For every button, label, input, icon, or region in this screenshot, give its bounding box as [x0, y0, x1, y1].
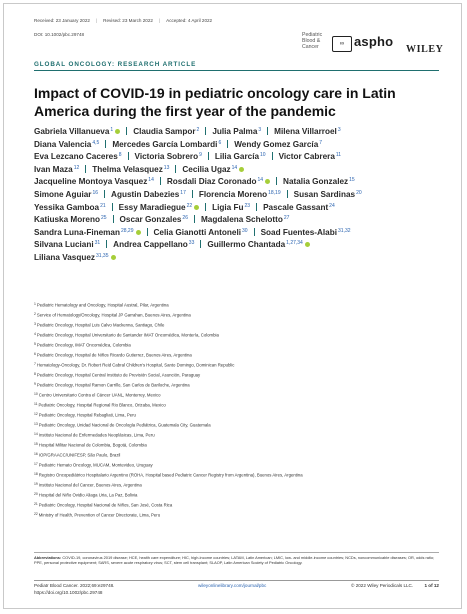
affiliation-item: $^{13}$Pediatric Oncology, Unidad Nacional de Oncología Pediátrica, Guatemala City, Guatemala: [34, 422, 211, 428]
affiliation-ref[interactable]: 4,5: [92, 139, 100, 146]
affiliation-item: $^8$Pediatric Oncology, Hospital Central Instituto de Previsión Social, Asunción, Paraguay: [34, 372, 201, 378]
affiliation-item: $^{20}$Hospital del Niño Ovidio Aliaga Uria, La Paz, Bolivia: [34, 492, 138, 498]
author-name: Susan Sardinas$^{20}$: [293, 189, 362, 199]
author-name: Simone Aguiar$^{16}$: [34, 189, 99, 199]
author-name: Diana Valencia$^{4,5}$: [34, 139, 100, 149]
orcid-icon[interactable]: [136, 230, 141, 235]
author-row: [34, 238, 444, 251]
author-name: Milena Villarroel$^3$: [274, 127, 341, 136]
abbreviations-label: Abbreviations:: [34, 555, 62, 560]
affiliation-ref[interactable]: 13: [163, 164, 170, 171]
affiliation-item: $^3$Pediatric Oncology, Hospital Luis Calvo Mackenna, Santiago, Chile: [34, 322, 165, 328]
author-separator: [276, 177, 277, 185]
affiliation-ref[interactable]: 14: [148, 177, 154, 184]
affiliation-item: $^{15}$Hospital Militar Nacional de Colombia, Bogotá, Colombia: [34, 442, 147, 448]
author-name: Cecilia Ugaz$^{14}$: [182, 165, 244, 174]
author-separator: [105, 140, 106, 148]
author-name: Rosdali Diaz Coronado$^{14}$: [167, 177, 270, 186]
author-row: [34, 163, 444, 176]
journal-url-link[interactable]: wileyonlinelibrary.com/journal/pbc: [198, 583, 267, 588]
footer-right: [351, 583, 439, 590]
author-name: Soad Fuentes-Alabi$^{31,32}$: [260, 227, 351, 237]
society-logo: aspho: [354, 34, 394, 49]
affiliation-ref[interactable]: 31: [94, 240, 101, 247]
author-row: [34, 138, 444, 151]
orcid-icon[interactable]: [305, 242, 310, 247]
affiliation-ref[interactable]: 31,32: [338, 227, 351, 234]
author-name: Wendy Gomez García$^7$: [234, 139, 323, 149]
author-name: Andrea Cappellano$^{33}$: [113, 240, 195, 250]
aspho-logo-icon: ∞: [332, 36, 352, 52]
author-separator: [287, 190, 288, 198]
affiliation-ref[interactable]: 9: [199, 152, 202, 159]
revised-date: Revised: 23 March 2022: [103, 18, 153, 23]
affiliation-item: $^5$Pediatric Oncology, IMAT Oncomédica, Colombia: [34, 342, 131, 348]
affiliation-item: $^7$Hematology-Oncology, Dr. Robert Reid Cabral Children's Hospital, Santo Domingo, Dominican Republic: [34, 362, 235, 368]
article-page: [3, 3, 462, 609]
affiliation-item: $^{16}$IOP/GRAACC/UNIFESP, São Paulo, Brazil: [34, 452, 121, 458]
affiliation-ref[interactable]: 7: [319, 139, 323, 146]
author-name: Mercedes García Lombardi$^6$: [112, 139, 222, 149]
affiliation-ref[interactable]: 1: [110, 127, 114, 133]
author-name: Natalia Gonzalez$^{15}$: [283, 177, 355, 187]
author-separator: [128, 152, 129, 160]
author-separator: [256, 203, 257, 211]
author-name: Magdalena Schelotto$^{27}$: [200, 215, 290, 225]
received-date: Received: 23 January 2022: [34, 18, 90, 23]
author-row: [34, 226, 444, 239]
author-separator: [104, 190, 105, 198]
author-name: Celia Gianotti Antoneli$^{30}$: [153, 227, 248, 237]
author-row: [34, 213, 444, 226]
author-row: [34, 251, 444, 264]
article-title: Impact of COVID-19 in pediatric oncology care in Latin America during the first year of the pandemic: [34, 85, 396, 119]
orcid-icon[interactable]: [111, 255, 116, 260]
affiliation-ref[interactable]: 31,35: [95, 252, 109, 259]
footer-doi-link[interactable]: https://doi.org/10.1002/pbc.29748: [34, 590, 103, 595]
author-name: Eva Lezcano Caceres$^8$: [34, 152, 122, 162]
section-divider: [34, 70, 439, 71]
affiliation-ref[interactable]: 33: [188, 240, 195, 247]
author-name: Julia Palma$^3$: [212, 127, 262, 136]
author-row: [34, 188, 444, 201]
affiliation-item: $^{11}$Pediatric Oncology, Hospital Regional Rio Blanco, Orizaba, Mexico: [34, 402, 166, 408]
affiliation-ref[interactable]: 25: [100, 215, 107, 222]
author-name: Agustin Dabezies$^{17}$: [111, 189, 186, 199]
author-name: Sandra Luna-Fineman$^{28,29}$: [34, 228, 141, 237]
affiliation-ref[interactable]: 1,27,34: [286, 240, 303, 247]
author-name: Ligia Fu$^{23}$: [212, 202, 251, 212]
author-separator: [126, 127, 127, 135]
affiliation-ref[interactable]: 12: [73, 164, 80, 171]
author-row: [34, 175, 444, 188]
author-row: [34, 201, 444, 214]
orcid-icon[interactable]: [115, 129, 120, 134]
author-name: Yessika Gamboa$^{21}$: [34, 202, 106, 212]
affiliation-item: $^{10}$Centro Universitario Contra el Cáncer UANL, Monterrey, Mexico: [34, 392, 161, 398]
affiliation-item: $^9$Pediatric Oncology, Hospital Ramon Carrillo, San Carlos de Bariloche, Argentina: [34, 382, 190, 388]
author-name: Thelma Velasquez$^{13}$: [92, 164, 170, 174]
affiliation-item: $^4$Pediatric Oncology, Hospital Universitario de Santander IMAT Oncomédica, Montería, Colombia: [34, 332, 219, 338]
orcid-icon[interactable]: [265, 179, 270, 184]
journal-branding: [302, 32, 442, 62]
publisher-logo: WILEY: [406, 44, 444, 55]
accepted-date: Accepted: 4 April 2022: [166, 18, 213, 23]
affiliation-item: $^1$Pediatric Hematology and Oncology, Hospital Austral, Pilar, Argentina: [34, 302, 169, 308]
affiliation-ref[interactable]: 20: [356, 189, 362, 196]
affiliation-ref[interactable]: 3: [337, 127, 341, 133]
affiliation-ref[interactable]: 16: [92, 189, 99, 196]
affiliation-ref[interactable]: 30: [242, 227, 248, 234]
author-name: Liliana Vasquez$^{31,35}$: [34, 253, 116, 262]
author-separator: [85, 165, 86, 173]
affiliation-item: $^{12}$Pediatric Oncology, Hospital Rebagliati, Lima, Peru: [34, 412, 136, 418]
affiliation-item: $^{22}$Ministry of Health, Prevention of Cancer Directorate, Lima, Peru: [34, 512, 161, 518]
page-number: 1 of 12: [424, 583, 439, 588]
author-name: Florencia Moreno$^{18,19}$: [198, 189, 281, 199]
affiliation-item: $^{19}$Instituto Nacional del Cancer, Buenos Aires, Argentina: [34, 482, 142, 488]
author-list: [34, 125, 444, 264]
author-separator: [205, 127, 206, 135]
affiliation-item: $^{21}$Pediatric Oncology, Hospital Nacional de Niños, San José, Costa Rica: [34, 502, 173, 508]
journal-citation: Pediatr Blood Cancer. 2022;69:e29748.: [34, 583, 115, 588]
author-name: Victor Cabrera$^{11}$: [278, 152, 342, 162]
affiliation-ref[interactable]: 28,29: [120, 227, 134, 234]
author-name: Essy Maradiegue$^{22}$: [119, 203, 199, 212]
affiliation-item: $^{17}$Pediatric Hemato Oncology, MUCAM, Montevideo, Uruguay: [34, 462, 153, 468]
author-name: Katiuska Moreno$^{25}$: [34, 215, 107, 225]
affiliation-item: $^{14}$Instituto Nacional de Enfermedades Neoplásicas, Lima, Peru: [34, 432, 155, 438]
affiliation-ref[interactable]: 17: [180, 189, 186, 196]
affiliation-ref[interactable]: 24: [329, 202, 335, 209]
abbreviations: [34, 555, 439, 565]
affiliation-ref[interactable]: 10: [260, 152, 266, 159]
author-name: Guillermo Chantada$^{1,27,34}$: [207, 240, 309, 249]
journal-logo: Pediatric Blood & Cancer: [302, 32, 323, 50]
affiliation-item: $^{18}$Registro Oncopediátrico Hospitalario Argentino (ROHA, Hospital based Pediatric Cancer Registry from Argentina), Buenos Aires, Argentina: [34, 472, 303, 478]
author-separator: [200, 240, 201, 248]
author-separator: [106, 240, 107, 248]
affiliations-list: [34, 300, 439, 520]
affiliation-ref[interactable]: 3: [258, 127, 262, 133]
author-name: Claudia Sampor$^2$: [133, 127, 200, 136]
affiliation-ref[interactable]: 22: [186, 202, 193, 209]
author-separator: [205, 203, 206, 211]
author-name: Lilia García$^{10}$: [214, 152, 266, 162]
affiliation-ref[interactable]: 11: [335, 152, 342, 159]
author-separator: [208, 152, 209, 160]
author-name: Gabriela Villanueva$^1$: [34, 127, 120, 136]
author-separator: [175, 165, 176, 173]
article-doi[interactable]: DOI: 10.1002/pbc.29748: [34, 32, 85, 37]
copyright: © 2022 Wiley Periodicals LLC.: [351, 583, 414, 588]
author-separator: [192, 190, 193, 198]
author-row: [34, 150, 444, 163]
author-row: [34, 125, 444, 138]
orcid-icon[interactable]: [239, 167, 244, 172]
author-separator: [194, 215, 195, 223]
abbreviations-divider: [34, 552, 439, 553]
author-separator: [160, 177, 161, 185]
footer-divider: [34, 580, 439, 581]
abbreviations-text: COVID-19, coronavirus 2019 disease; HCE, health care expenditure; HIC, high-income countries; LATAM, Latin American; LMIC, low- and middle-income countries; NCDs, noncommunicable diseases; OR, odds ratio; PPE, personal protective equipment; SARS, severe acute respiratory virus; SCT, stem cell transplant; SLAOP, Latin American Society of Pediatric Oncology.: [34, 555, 435, 566]
author-separator: [272, 152, 273, 160]
affiliation-ref[interactable]: 14: [231, 164, 238, 171]
author-separator: [147, 228, 148, 236]
affiliation-ref[interactable]: 21: [100, 202, 106, 209]
affiliation-item: $^6$Pediatric Oncology, Hospital de Niños Ricardo Gutierrez, Buenos Aires, Argentina: [34, 352, 192, 358]
affiliation-ref[interactable]: 27: [283, 215, 290, 222]
submission-dates: Received: 23 January 2022 | Revised: 23 March 2022 | Accepted: 4 April 2022: [34, 18, 213, 23]
affiliation-ref[interactable]: 15: [349, 177, 355, 184]
author-name: Ivan Maza$^{12}$: [34, 164, 80, 174]
author-name: Jacqueline Montoya Vasquez$^{14}$: [34, 177, 154, 187]
affiliation-ref[interactable]: 18,19: [268, 189, 281, 196]
orcid-icon[interactable]: [194, 205, 199, 210]
affiliation-ref[interactable]: 14: [257, 177, 264, 184]
author-separator: [254, 228, 255, 236]
article-section-label: GLOBAL ONCOLOGY: RESEARCH ARTICLE: [34, 61, 197, 68]
author-name: Pascale Gassant$^{24}$: [263, 202, 335, 212]
affiliation-item: $^2$Service of Hematology/Oncology, Hospital JP Garrahan, Buenos Aires, Argentina: [34, 312, 191, 318]
affiliation-ref[interactable]: 2: [196, 127, 200, 133]
author-name: Oscar Gonzales$^{26}$: [119, 215, 188, 225]
author-name: Silvana Luciani$^{31}$: [34, 240, 101, 250]
author-separator: [227, 140, 228, 148]
affiliation-ref[interactable]: 8: [118, 152, 122, 159]
affiliation-ref[interactable]: 26: [182, 215, 188, 222]
affiliation-ref[interactable]: 6: [218, 139, 222, 146]
author-separator: [113, 215, 114, 223]
author-separator: [267, 127, 268, 135]
author-separator: [112, 203, 113, 211]
author-name: Victoria Sobrero$^9$: [134, 152, 202, 162]
affiliation-ref[interactable]: 23: [244, 202, 251, 209]
